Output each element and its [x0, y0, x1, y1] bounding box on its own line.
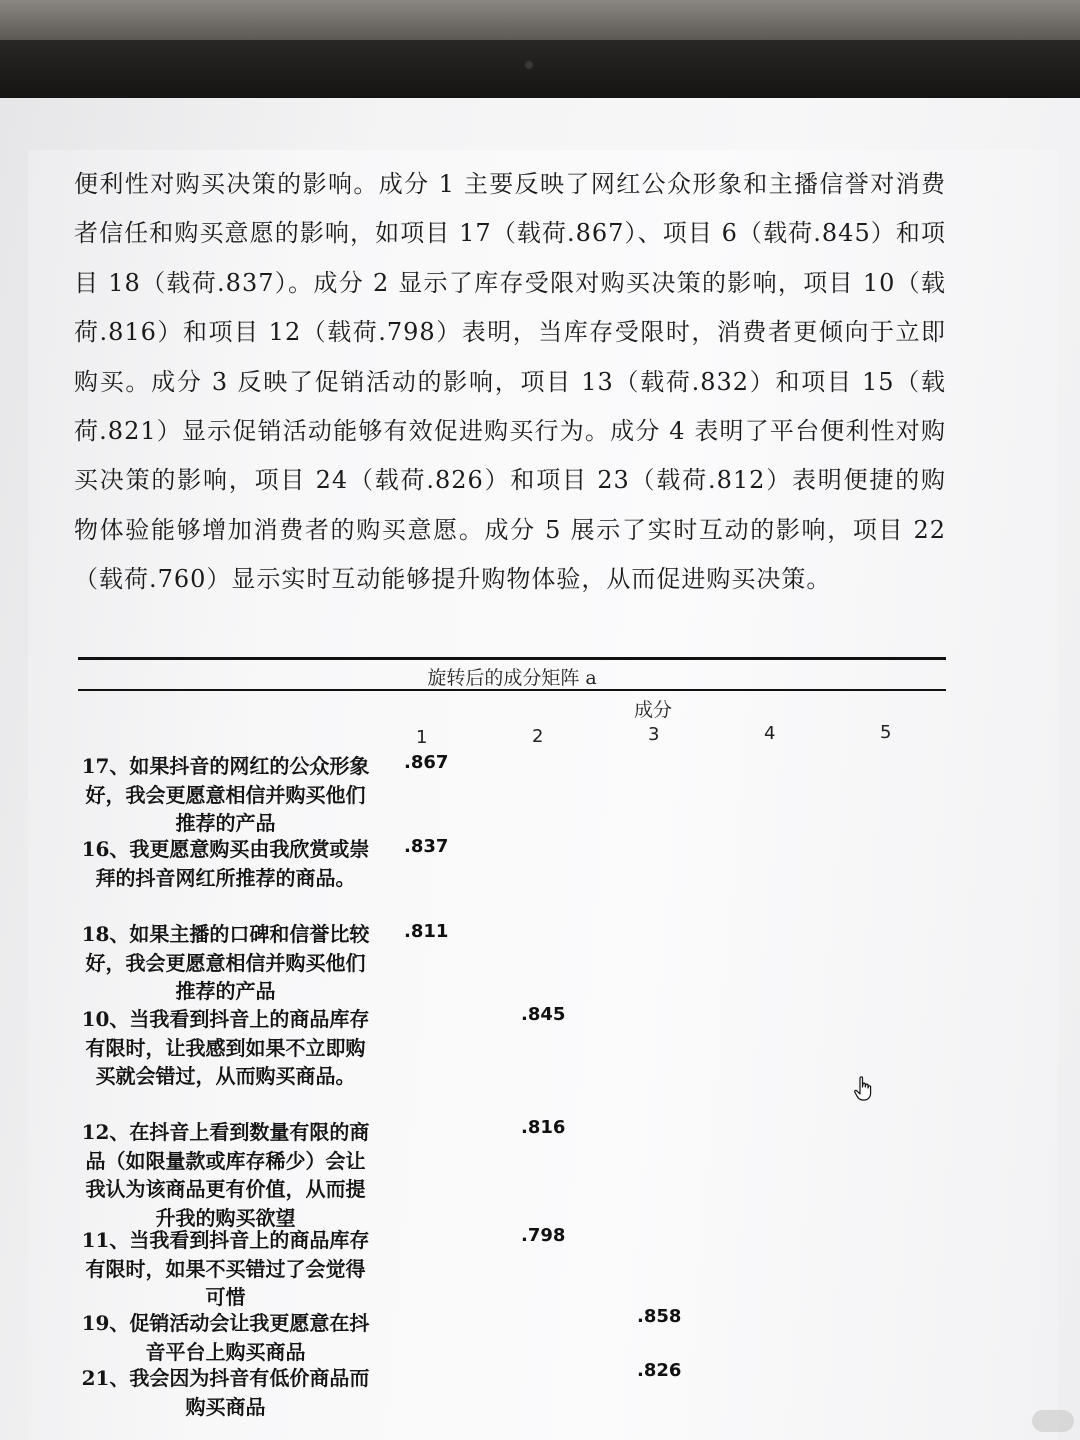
monitor-bezel	[0, 0, 1080, 98]
table-row-value: .837	[404, 836, 449, 857]
hand-pointer-icon	[854, 1076, 874, 1102]
table-row-label: 17、如果抖音的网红的公众形象好，我会更愿意相信并购买他们推荐的产品	[81, 754, 370, 835]
table-row-value: .826	[637, 1360, 682, 1381]
table-row-label: 18、如果主播的口碑和信誉比较好，我会更愿意相信并购买他们推荐的产品	[81, 922, 370, 1003]
table-top-rule	[78, 657, 946, 660]
column-header-5: 5	[880, 722, 892, 743]
table-header-rule	[78, 689, 946, 691]
table-row-value: .798	[521, 1225, 566, 1246]
table-row-label: 11、当我看到抖音上的商品库存有限时，如果不买错过了会觉得可惜	[81, 1228, 370, 1309]
component-heading: 成分	[633, 699, 672, 721]
table-row-label: 10、当我看到抖音上的商品库存有限时，让我感到如果不立即购买就会错过，从而购买商品。	[81, 1007, 370, 1088]
body-paragraph: 便利性对购买决策的影响。成分 1 主要反映了网红公众形象和主播信誉对消费者信任和购买意愿的影响，如项目 17（载荷.867）、项目 6（载荷.845）和项目 18（载荷.837）。成分 2 显示了库存受限对购买决策的影响，项目 10（载荷.816）和项目 12（载荷.798）表明，当库存受限时，消费者更倾向于立即购买。成分 3 反映了促销活动的影响，项目 13（载荷.832）和项目 15（载荷.821）显示促销活动能够有效促进购买行为。成分 4 表明了平台便利性对购买决策的影响，项目 24（载荷.826）和项目 23（载荷.812）表明便捷的购物体验能够增加消费者的购买意愿。成分 5 展示了实时互动的影响，项目 22（载荷.760）显示实时互动能够提升购物体验，从而促进购买决策。	[74, 170, 946, 594]
table-row-value: .811	[404, 921, 449, 942]
table-title: 旋转后的成分矩阵 a	[427, 667, 597, 689]
bezel-edge	[0, 0, 1080, 40]
table-row-value: .858	[637, 1306, 682, 1327]
table-row-value: .867	[404, 752, 449, 773]
column-header-4: 4	[764, 723, 776, 744]
table-row-value: .816	[521, 1117, 566, 1138]
table-row-label: 16、我更愿意购买由我欣赏或崇拜的抖音网红所推荐的商品。	[81, 837, 370, 890]
column-header-3: 3	[648, 724, 660, 745]
column-header-2: 2	[532, 726, 544, 747]
table-row-label: 21、我会因为抖音有低价商品而购买商品	[81, 1366, 370, 1419]
table-row-label: 12、在抖音上看到数量有限的商品（如限量款或库存稀少）会让我认为该商品更有价值，从而提升我的购买欲望	[81, 1120, 370, 1230]
table-row-value: .845	[521, 1004, 566, 1025]
table-row-label: 19、促销活动会让我更愿意在抖音平台上购买商品	[81, 1311, 370, 1364]
column-header-1: 1	[416, 727, 428, 748]
watermark-logo	[1032, 1410, 1074, 1432]
webcam-icon	[524, 60, 534, 70]
